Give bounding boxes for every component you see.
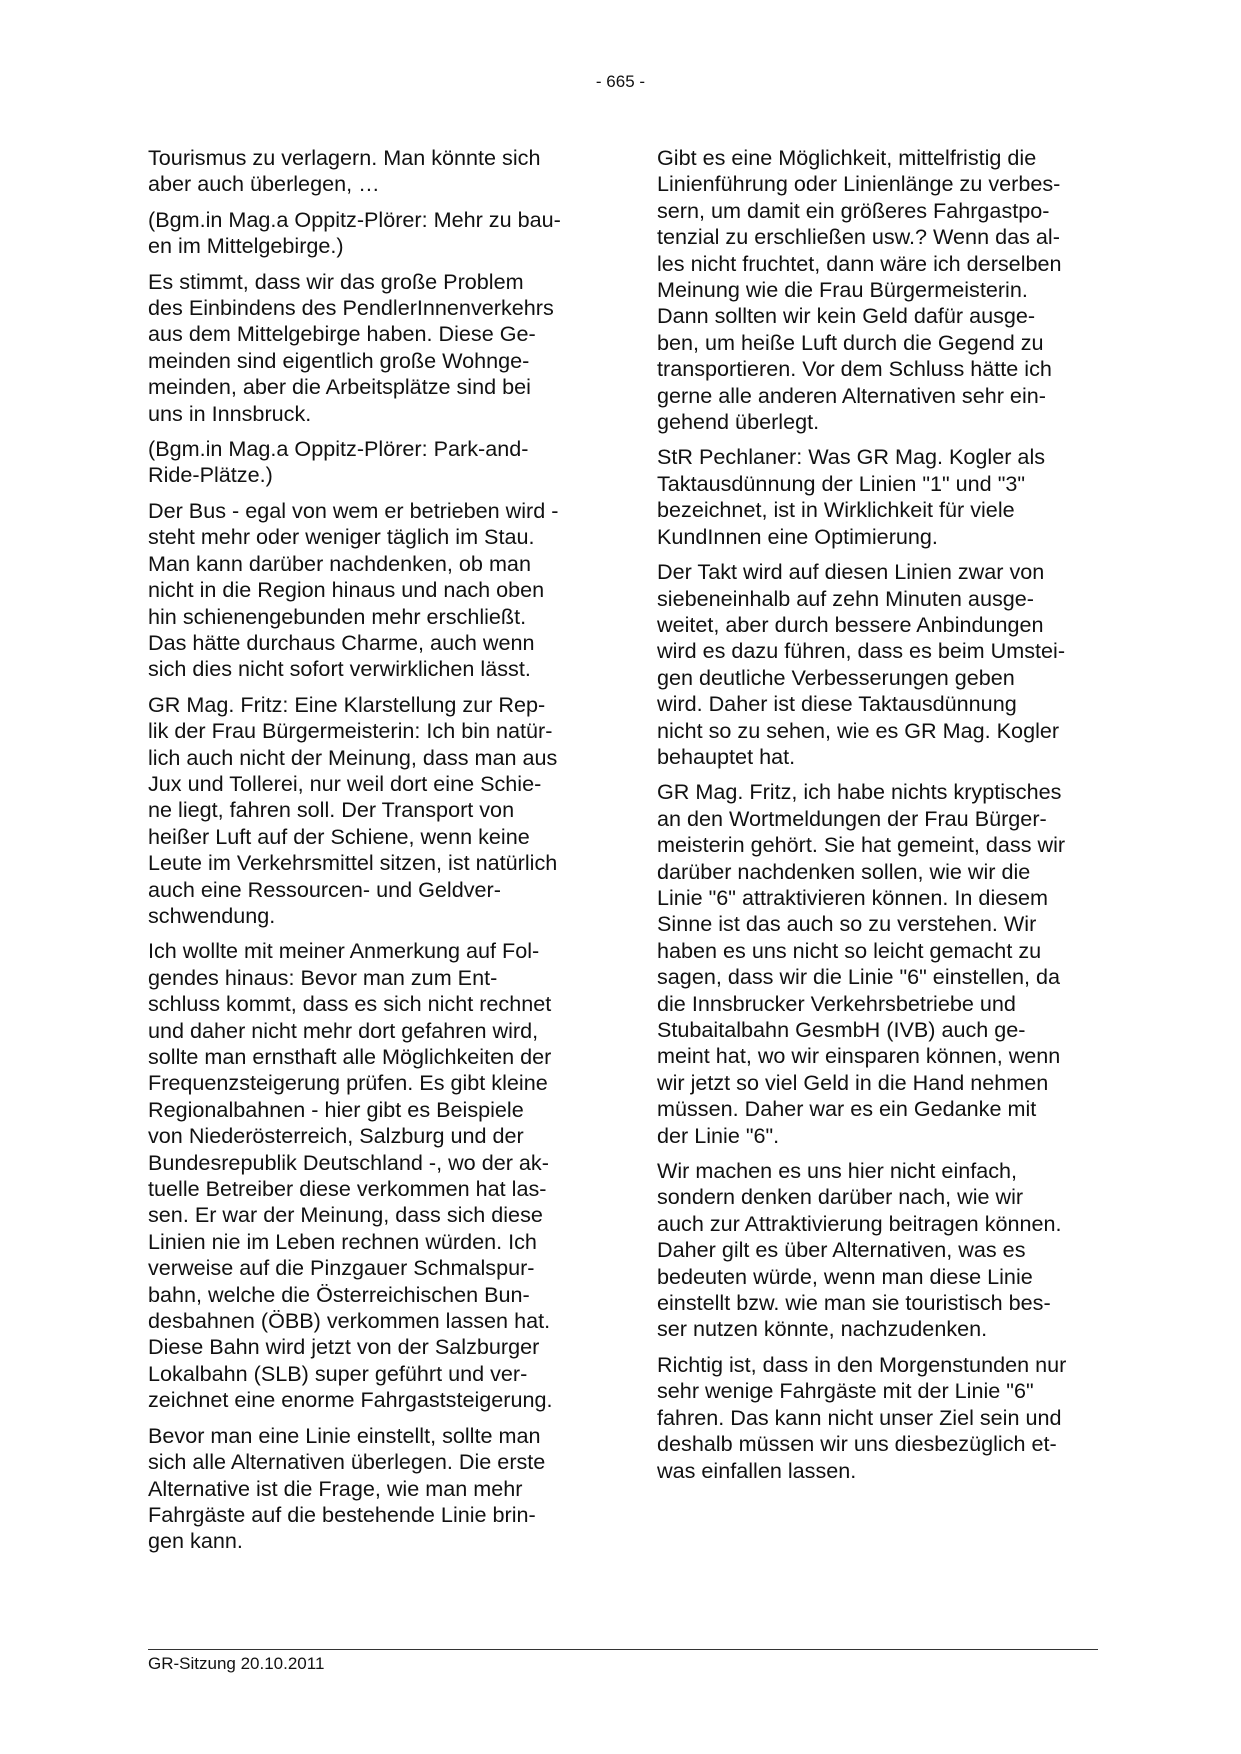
paragraph: GR Mag. Fritz: Eine Klarstellung zur Rep- lik der Frau Bürgermeisterin: Ich bin natür- lich auch nicht der Meinung, dass man aus Jux und Tollerei, nur weil dort eine Schie- ne liegt, fahren soll. Der Transport von heißer Luft auf der Schiene, wenn keine Leute im Verkehrsmittel sitzen, ist natürlich auch eine Ressourcen- und Geldver- schwendung.	[148, 691, 558, 928]
interjection: (Bgm.in Mag.a Oppitz-Plörer: Mehr zu bau- en im Mittelgebirge.)	[148, 206, 561, 259]
paragraph: StR Pechlaner: Was GR Mag. Kogler als Taktausdünnung der Linien "1" und "3" bezeichnet, ist in Wirklichkeit für viele KundInnen eine Optimierung.	[657, 444, 1046, 549]
paragraph: Wir machen es uns hier nicht einfach, sondern denken darüber nach, wie wir auch zur Attraktivierung beitragen können. Daher gilt es über Alternativen, was es bedeuten würde, wenn man diese Linie einstellt bzw. wie man sie touristisch bes- ser nutzen könnte, nachzudenken.	[657, 1158, 1062, 1342]
paragraph: GR Mag. Fritz, ich habe nichts kryptisches an den Wortmeldungen der Frau Bürger- meisterin gehört. Sie hat gemeint, dass wir darüber nachdenken sollen, wie wir die Linie "6" attraktivieren können. In diesem Sinne ist das auch so zu verstehen. Wir haben es uns nicht so leicht gemacht zu sagen, dass wir die Linie "6" einstellen, da die Innsbrucker Verkehrsbetriebe und Stubaitalbahn GesmbH (IVB) auch ge- meint hat, wo wir einsparen können, wenn wir jetzt so viel Geld in die Hand nehmen müssen. Daher war es ein Gedanke mit der Linie "6".	[657, 779, 1066, 1148]
page-number: - 665 -	[595, 72, 646, 91]
paragraph: Es stimmt, dass wir das große Problem des Einbindens des PendlerInnenverkehrs aus dem Mittelgebirge haben. Diese Ge- meinden sind eigentlich große Wohnge- meinden, aber die Arbeitsplätze sind bei uns in Innsbruck.	[148, 268, 554, 426]
paragraph: Tourismus zu verlagern. Man könnte sich aber auch überlegen, …	[148, 145, 541, 197]
paragraph: Der Bus - egal von wem er betrieben wird - steht mehr oder weniger täglich im Stau. Man kann darüber nachdenken, ob man nicht in die Region hinaus und nach oben hin schienengebunden mehr erschließt. Das hätte durchaus Charme, auch wenn sich dies nicht sofort verwirklichen lässt.	[148, 497, 559, 682]
left-column	[148, 145, 583, 1564]
paragraph: Ich wollte mit meiner Anmerkung auf Fol- gendes hinaus: Bevor man zum Ent- schluss kommt, dass es sich nicht rechnet und daher nicht mehr dort gefahren wird, sollte man ernsthaft alle Möglichkeiten der Frequenzsteigerung prüfen. Es gibt kleine Regionalbahnen - hier gibt es Beispiele von Niederösterreich, Salzburg und der Bundesrepublik Deutschland -, wo der ak- tuelle Betreiber diese verkommen hat las- sen. Er war der Meinung, dass sich diese Linien nie im Leben rechnen würden. Ich verweise auf die Pinzgauer Schmalspur- bahn, welche die Österreichischen Bun- desbahnen (ÖBB) verkommen lassen hat. Diese Bahn wird jetzt von der Salzburger Lokalbahn (SLB) super geführt und ver- zeichnet eine enorme Fahrgaststeigerung.	[148, 938, 553, 1413]
interjection: (Bgm.in Mag.a Oppitz-Plörer: Park-and- Ride-Plätze.)	[148, 436, 529, 488]
right-column	[657, 145, 1092, 1493]
paragraph: Der Takt wird auf diesen Linien zwar von siebeneinhalb auf zehn Minuten ausge- weitet, aber durch bessere Anbindungen wird es dazu führen, dass es beim Umstei- gen deutliche Verbesserungen geben wird. Daher ist diese Taktausdünnung nicht so zu sehen, wie es GR Mag. Kogler behauptet hat.	[657, 559, 1066, 769]
footer-text: GR-Sitzung 20.10.2011	[148, 1654, 325, 1673]
paragraph: Bevor man eine Linie einstellt, sollte man sich alle Alternativen überlegen. Die erste Alternative ist die Frage, wie man mehr Fahrgäste auf die bestehende Linie brin- gen kann.	[148, 1422, 546, 1554]
footer-divider	[148, 1649, 1098, 1650]
paragraph: Gibt es eine Möglichkeit, mittelfristig die Linienführung oder Linienlänge zu verbes- sern, um damit ein größeres Fahrgastpo- tenzial zu erschließen usw.? Wenn das al- les nicht fruchtet, dann wäre ich derselben Meinung wie die Frau Bürgermeisterin. Dann sollten wir kein Geld dafür ausge- ben, um heiße Luft durch die Gegend zu transportieren. Vor dem Schluss hätte ich gerne alle anderen Alternativen sehr ein- gehend überlegt.	[657, 145, 1062, 435]
paragraph: Richtig ist, dass in den Morgenstunden nur sehr wenige Fahrgäste mit der Linie "6" fahren. Das kann nicht unser Ziel sein und deshalb müssen wir uns diesbezüglich et- was einfallen lassen.	[657, 1351, 1067, 1483]
